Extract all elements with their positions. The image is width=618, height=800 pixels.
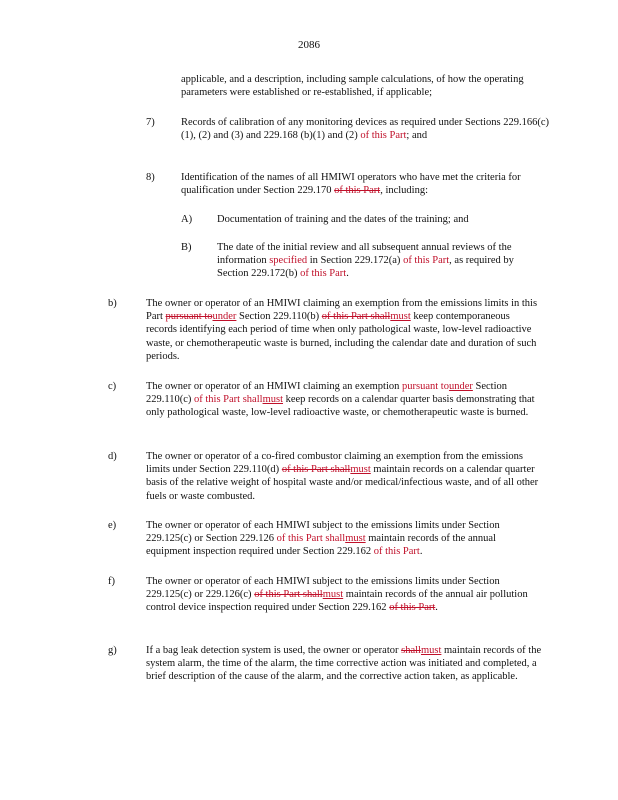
item-8a-text: Documentation of training and the dates of the training; and [217,214,469,225]
inserted-text: under [448,381,473,392]
inserted-text: must [345,533,366,545]
item-c-text: The owner or operator of an HMIWI claiming an exemption pursuant tounder Section 229.110(c) of this Part shallmust keep records on a calendar quarter basis demonstrating that only pathological waste, low-level radioactive waste, or chemotherapeutic waste is burned. [146,381,535,419]
inserted-text: of this Part [300,268,347,280]
item-d-label: d) [108,451,117,462]
item-8-text: Identification of the names of all HMIWI operators who have met the criteria for qualification under Section 229.170 of this Part, including: [181,172,521,197]
deleted-text: of this Part [334,185,381,197]
item-8b-label: B) [181,242,192,253]
inserted-text: of this Part shall [194,394,263,406]
deleted-text: pursuant to [165,311,213,323]
deleted-text: of this Part [389,602,436,614]
item-7-label: 7) [146,117,155,128]
item-8b-text: The date of the initial review and all subsequent annual reviews of the information specified in Section 229.172(a) of this Part, as required by Section 229.172(b) of this Part. [217,242,514,280]
deleted-text: of this Part shall [281,464,351,476]
item-b-label: b) [108,298,117,309]
inserted-text: must [420,645,442,656]
inserted-text: must [322,589,344,601]
inserted-text: of this Part shall [276,533,346,545]
inserted-text: of this Part [360,130,407,142]
item-g-label: g) [108,645,117,656]
continuation-text: applicable, and a description, including sample calculations, of how the operating parameters were established or re-established, if applicable; [181,74,524,99]
item-e-label: e) [108,520,117,531]
item-g-text: If a bag leak detection system is used, the owner or operator shallmust maintain records of the system alarm, the time of the alarm, the time corrective action was initiated and completed, a brief description of the cause of the alarm, and the corrective action taken, as applicable. [146,645,542,683]
item-e-text: The owner or operator of each HMIWI subject to the emissions limits under Section 229.125(c) or Section 229.126 of this Part shallmust maintain records of the annual equipment inspection required under Section 229.162 of this Part. [146,520,500,558]
item-b-text: The owner or operator of an HMIWI claiming an exemption from the emissions limits in this Part pursuant tounder Section 229.110(b) of this Part shallmust keep contemporaneous records identifying each period of time when only pathological waste, low-level radioactive waste, or chemotherapeutic waste is burned, including the calendar date and duration of such periods. [146,298,538,362]
page-number: 2086 [298,39,320,51]
item-f-label: f) [108,576,115,587]
item-8a-label: A) [181,214,193,225]
inserted-text: must [350,464,371,476]
item-7-text: Records of calibration of any monitoring devices as required under Sections 229.166(c)(1), (2) and (3) and 229.168 (b)(1) and (2) of this Part; and [181,117,549,142]
inserted-text: of this Part [373,546,420,558]
item-d-text: The owner or operator of a co-fired combustor claiming an exemption from the emissions limits under Section 229.110(d) of this Part shallmust maintain records on a calendar quarter basis of the relative weight of hospital waste and/or medical/infectious waste, and of all other fuels or waste combusted. [146,451,539,502]
deleted-text: shall [401,645,421,656]
deleted-text: of this Part shall [254,589,323,601]
item-c-label: c) [108,381,117,392]
item-f-text: The owner or operator of each HMIWI subject to the emissions limits under Section 229.125(c) or 229.126(c) of this Part shallmust maintain records of the annual air pollution control device inspection required under Section 229.162 of this Part. [146,576,528,614]
inserted-text: must [262,394,283,406]
deleted-text: of this Part shall [321,311,391,323]
inserted-text: under [212,311,237,323]
inserted-text: of this Part [403,255,450,267]
inserted-text: pursuant to [402,381,449,392]
inserted-text: must [390,311,411,323]
inserted-text: specified [269,255,308,267]
item-8-label: 8) [146,172,155,183]
